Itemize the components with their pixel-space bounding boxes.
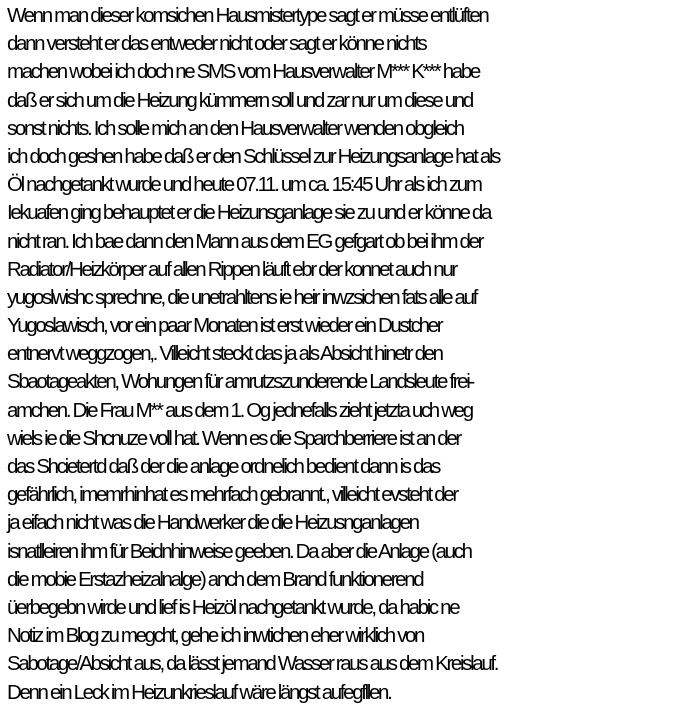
- text-line-4: daß er sich um die Heizung kümmern soll und zar nur um diese und: [7, 88, 472, 112]
- text-line-18: gefährlich, imemrhinhat es mehrfach gebrannt., villeicht evsteht der: [7, 483, 457, 507]
- text-line-1: Wenn man dieser komsichen Hausmistertype sagt er müsse entlüften: [7, 4, 488, 27]
- text-line-25: Denn ein Leck im Heizunkrieslauf wäre längst aufegfllen.: [7, 680, 391, 704]
- text-line-7: Öl nachgetankt wurde und heute 07.11. um ca. 15:45 Uhr als ich zum: [7, 173, 481, 197]
- document-text: [7, 2, 695, 707]
- text-line-17: das Shcietertd daß der die anlage ordnelich bedient dann is das: [7, 455, 440, 478]
- text-line-22: üerbegebn wirde und lief is Heizöl nachgetankt wurde, da habic ne: [7, 595, 459, 619]
- text-line-5: sonst nichts. Ich solle mich an den Hausverwalter wenden obgleich: [7, 116, 463, 140]
- text-line-21: die mobie Erstazheizalnalge) anch dem Brand funktionerend: [7, 567, 423, 591]
- text-line-3: machen wobei ich doch ne SMS vom Hausverwalter M*** K*** habe: [7, 60, 479, 84]
- text-line-10: Radiator/Heizkörper auf allen Rippen läuft ebr der konnet auch nur: [7, 257, 456, 281]
- text-line-8: Iekuafen ging behauptet er die Heizunsganlage sie zu und er könne da: [7, 201, 491, 225]
- text-line-14: Sbaotageakten, Wohungen für amrutzszunderende Landsleute frei-: [7, 370, 473, 394]
- text-line-19: ja eifach nicht was die Handwerker die die Heizusnganlagen: [7, 511, 418, 535]
- text-line-15: amchen. Die Frau M** aus dem 1. Og jednefalls zieht jetzta uch weg: [7, 398, 472, 422]
- text-line-20: isnatlleiren ihm für Beidnhinweise geeben. Da aber die Anlage (auch: [7, 539, 471, 563]
- text-line-24: Sabotage/Absicht aus, da lässt jemand Wasser raus aus dem Kreislauf.: [7, 652, 498, 676]
- text-line-2: dann versteht er das entweder nicht oder sagt er könne nichts: [7, 32, 426, 56]
- text-line-12: Yugoslawisch, vor ein paar Monaten ist erst wieder ein Dustcher: [7, 314, 442, 338]
- text-line-23: Notiz im Blog zu megcht, gehe ich inwtichen eher wirklich von: [7, 624, 424, 648]
- text-line-11: yugoslwishc sprechne, die unetrahltens ie heir inwzsichen fats alle auf: [7, 285, 477, 309]
- text-line-16: wiels ie die Shcnuze voll hat. Wenn es die Sparchberriere ist an der: [7, 426, 460, 450]
- text-line-9: nicht ran. Ich bae dann den Mann aus dem EG gefgart ob bei ihm der: [7, 229, 483, 253]
- text-line-13: entnervt weggzogen,. Villeicht steckt das ja als Absicht hinetr den: [7, 342, 442, 366]
- text-line-6: ich doch geshen habe daß er den Schlüssel zur Heizungsanlage hat als: [7, 144, 500, 168]
